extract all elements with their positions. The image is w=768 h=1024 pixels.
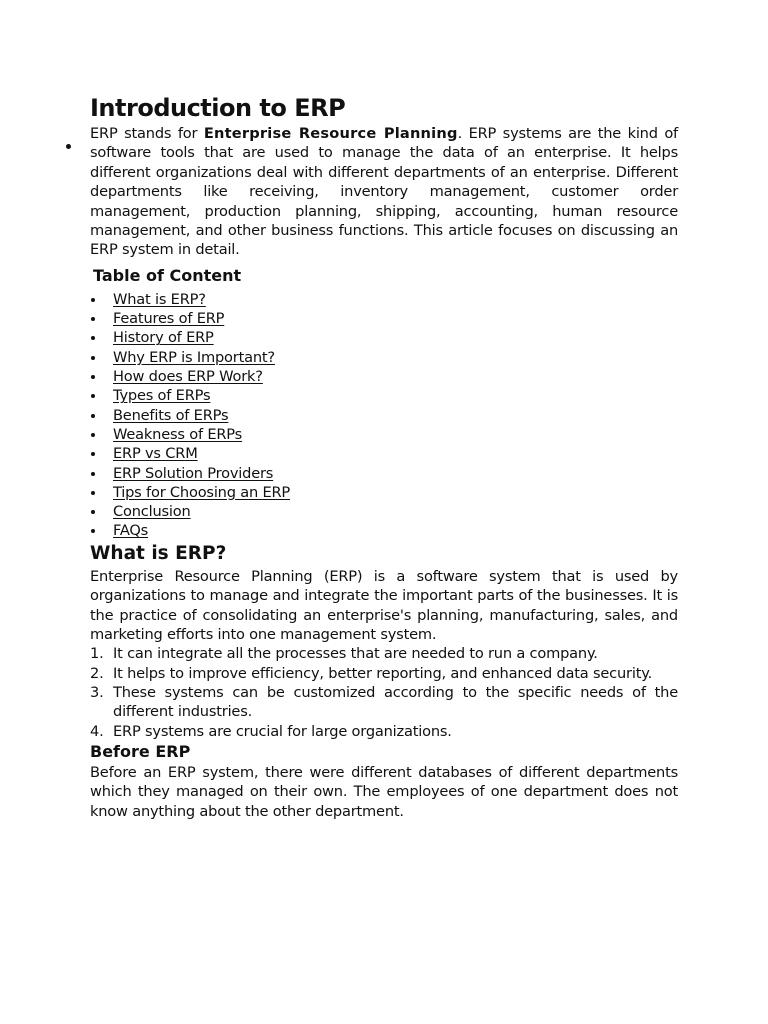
intro-prefix: ERP stands for <box>90 125 204 142</box>
toc-item <box>90 464 678 483</box>
toc-item <box>90 309 678 328</box>
toc-link-conclusion[interactable]: Conclusion <box>113 503 191 521</box>
toc-link-types[interactable]: Types of ERPs <box>113 387 211 405</box>
toc-link-faqs[interactable]: FAQs <box>113 522 149 540</box>
toc-item <box>90 290 678 309</box>
toc-item <box>90 425 678 444</box>
toc-link-history[interactable]: History of ERP <box>113 329 214 347</box>
section-heading-before-erp: Before ERP <box>90 741 191 761</box>
toc-list <box>90 290 678 541</box>
list-number: 2. <box>90 664 104 682</box>
toc-item <box>90 406 678 425</box>
toc-item <box>90 348 678 367</box>
intro-rest: . ERP systems are the kind of software tools that are used to manage the data of an enterprise. It helps different organizations deal with different departments of an enterprise. Different departments like receiving, inventory management, customer order management, production planning, shipping, accounting, human resource management, and other business functions. This article focuses on discussing an ERP system in detail. <box>90 125 678 259</box>
list-item <box>90 644 678 663</box>
list-text: It helps to improve efficiency, better reporting, and enhanced data security. <box>113 664 653 682</box>
document-page <box>90 92 678 821</box>
toc-item <box>90 483 678 502</box>
intro-paragraph <box>90 124 678 260</box>
intro-bold-term: Enterprise Resource Planning <box>203 125 458 142</box>
toc-link-tips[interactable]: Tips for Choosing an ERP <box>113 483 291 501</box>
what-is-paragraph: Enterprise Resource Planning (ERP) is a software system that is used by organizations to manage and integrate the important parts of the businesses. It is the practice of consolidating an enterprise's planning, manufacturing, sales, and marketing efforts into one management system. <box>90 567 678 643</box>
toc-link-weakness[interactable]: Weakness of ERPs <box>113 425 243 443</box>
toc-item <box>90 521 678 540</box>
list-number: 1. <box>90 645 104 663</box>
toc-item <box>90 386 678 405</box>
before-paragraph: Before an ERP system, there were different databases of different departments which they managed on their own. The employees of one department does not know anything about the other department. <box>90 763 678 820</box>
list-item <box>90 664 678 683</box>
list-number: 3. <box>90 683 104 701</box>
toc-item <box>90 367 678 386</box>
toc-item <box>90 444 678 463</box>
list-item <box>90 683 678 722</box>
toc-link-benefits[interactable]: Benefits of ERPs <box>113 406 229 424</box>
bullet-marker <box>66 144 71 149</box>
list-text: It can integrate all the processes that are needed to run a company. <box>113 645 598 663</box>
list-item <box>90 722 678 741</box>
list-number: 4. <box>90 722 104 740</box>
toc-link-providers[interactable]: ERP Solution Providers <box>113 464 274 482</box>
what-is-points <box>90 644 678 740</box>
section-heading-what-is-erp: What is ERP? <box>90 542 227 564</box>
toc-link-features[interactable]: Features of ERP <box>113 310 225 328</box>
list-text: ERP systems are crucial for large organizations. <box>113 722 452 740</box>
toc-link-how-work[interactable]: How does ERP Work? <box>113 368 263 386</box>
page-title: Introduction to ERP <box>90 94 346 122</box>
list-text: These systems can be customized according to the specific needs of the different industries. <box>113 683 678 721</box>
toc-link-what-is-erp[interactable]: What is ERP? <box>113 290 206 308</box>
toc-title: Table of Content <box>93 265 242 285</box>
toc-link-erp-vs-crm[interactable]: ERP vs CRM <box>113 445 198 463</box>
toc-item <box>90 502 678 521</box>
toc-item <box>90 328 678 347</box>
toc-link-why-important[interactable]: Why ERP is Important? <box>113 348 275 366</box>
